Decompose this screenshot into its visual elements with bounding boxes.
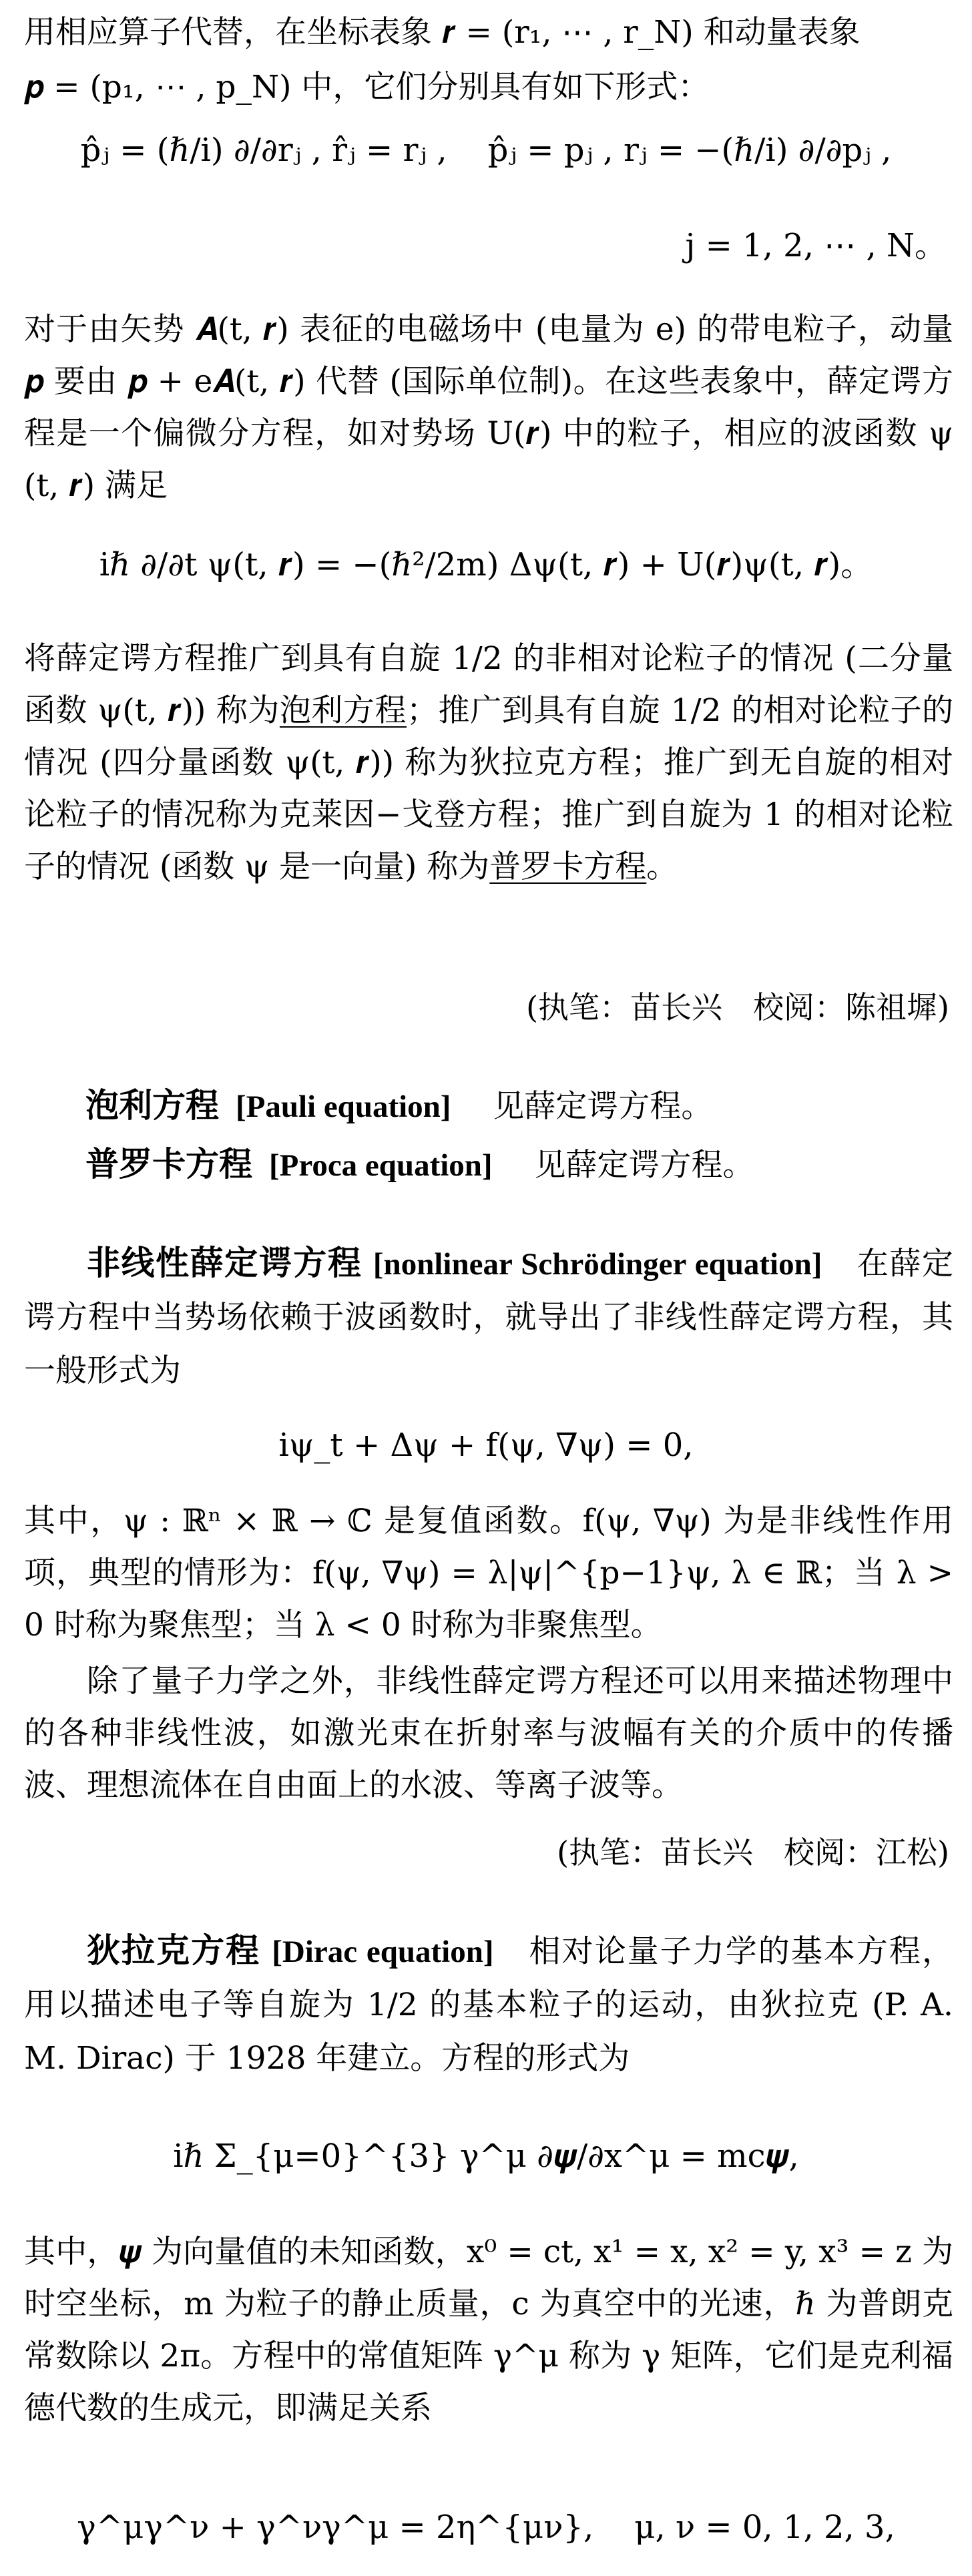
entry-title: 泡利方程 bbox=[85, 1086, 219, 1125]
link-pauli-equation[interactable]: 泡利方程 bbox=[279, 692, 407, 729]
entry-english-title: [nonlinear Schrödinger equation] bbox=[373, 1247, 822, 1282]
entry-english-title: [Proca equation] bbox=[268, 1148, 493, 1183]
entry-proca-equation bbox=[85, 1139, 953, 1191]
text-line: 用相应算子代替，在坐标表象 𝒓 = (r₁, ⋯ , r_N) 和动量表象 bbox=[24, 14, 861, 51]
see-reference[interactable]: 见薛定谔方程。 bbox=[534, 1147, 754, 1184]
entry-title: 狄拉克方程 bbox=[87, 1931, 261, 1970]
entry-english-title: [Pauli equation] bbox=[235, 1089, 451, 1124]
paragraph-nls-applications: 除了量子力学之外，非线性薛定谔方程还可以用来描述物理中的各种非线性波，如激光束在折射率与波幅有关的介质中的传播波、理想流体在自由面上的水波、等离子波等。 bbox=[24, 1663, 953, 1804]
entry-body: 在薛定谔方程中当势场依赖于波函数时，就导出了非线性薛定谔方程，其一般形式为 bbox=[24, 1246, 954, 1389]
equation-clifford-relation: γ^μγ^ν + γ^νγ^μ = 2η^{μν}, μ, ν = 0, 1, 2, 3, bbox=[77, 2509, 895, 2546]
equation-schrodinger: iℏ ∂/∂t ψ(t, 𝒓) = −(ℏ²/2m) Δψ(t, 𝒓) + U(𝒓)ψ(t, 𝒓)。 bbox=[99, 546, 873, 583]
entry-body: 相对论量子力学的基本方程，用以描述电子等自旋为 1/2 的基本粒子的运动，由狄拉克 (P. A. M. Dirac) 于 1928 年建立。方程的形式为 bbox=[24, 1933, 953, 2077]
credit-line: (执笔：苗长兴 校阅：陈祖墀) bbox=[526, 989, 949, 1025]
credit-line: (执笔：苗长兴 校阅：江松) bbox=[557, 1834, 949, 1870]
paragraph-nls-definition: 其中，ψ : ℝⁿ × ℝ → ℂ 是复值函数。f(ψ, ∇ψ) 为是非线性作用项，典型的情形为：f(ψ, ∇ψ) = λ|ψ|^{p−1}ψ, λ ∈ ℝ；当 λ > 0 时称为聚焦型；当 λ < 0 时称为非聚焦型。 bbox=[24, 1503, 953, 1643]
entry-dirac-equation bbox=[24, 1924, 953, 2085]
entry-title: 非线性薛定谔方程 bbox=[87, 1244, 362, 1282]
equation-index-range: j = 1, 2, ⋯ , N。 bbox=[685, 227, 947, 264]
entry-title: 普罗卡方程 bbox=[85, 1145, 252, 1184]
link-proca-equation[interactable]: 普罗卡方程 bbox=[489, 848, 647, 885]
equation-nls: iψ_t + Δψ + f(ψ, ∇ψ) = 0, bbox=[278, 1427, 694, 1464]
paragraph-generalizations: 将薛定谔方程推广到具有自旋 1/2 的非相对论粒子的情况 (二分量函数 ψ(t, 𝒓)) 称为泡利方程；推广到具有自旋 1/2 的相对论粒子的情况 (四分量函数 ψ(t, 𝒓)) 称为狄拉克方程；推广到无自旋的相对论粒子的情况称为克莱因−戈登方程；推广到自旋为 1 的相对论粒子的情况 (函数 ψ 是一向量) 称为普罗卡方程。 bbox=[24, 640, 954, 885]
entry-english-title: [Dirac equation] bbox=[272, 1935, 494, 1969]
equation-operators: p̂ⱼ = (ℏ/i) ∂/∂rⱼ , r̂ⱼ = rⱼ , p̂ⱼ = pⱼ , rⱼ = −(ℏ/i) ∂/∂pⱼ , bbox=[80, 132, 892, 169]
text-line: 𝒑 = (p₁, ⋯ , p_N) 中，它们分别具有如下形式： bbox=[24, 69, 710, 105]
entry-pauli-equation bbox=[85, 1080, 953, 1132]
see-reference[interactable]: 见薛定谔方程。 bbox=[493, 1088, 713, 1125]
paragraph-operators bbox=[24, 5, 953, 115]
paragraph-em-field: 对于由矢势 𝑨(t, 𝒓) 表征的电磁场中 (电量为 e) 的带电粒子，动量 𝒑 要由 𝒑 + e𝑨(t, 𝒓) 代替 (国际单位制)。在这些表象中，薛定谔方程是一个偏微分方程，如对势场 U(𝒓) 中的粒子，相应的波函数 ψ(t, 𝒓) 满足 bbox=[24, 311, 953, 504]
paragraph-dirac-definitions: 其中，𝝍 为向量值的未知函数，x⁰ = ct, x¹ = x, x² = y, x³ = z 为时空坐标，m 为粒子的静止质量，c 为真空中的光速，ℏ 为普朗克常数除以 2π。方程中的常值矩阵 γ^μ 称为 γ 矩阵，它们是克利福德代数的生成元，即满足关系 bbox=[24, 2234, 953, 2426]
equation-dirac: iℏ Σ_{μ=0}^{3} γ^μ ∂𝝍/∂x^μ = mc𝝍, bbox=[173, 2137, 799, 2175]
entry-nonlinear-schrodinger bbox=[24, 1236, 953, 1398]
